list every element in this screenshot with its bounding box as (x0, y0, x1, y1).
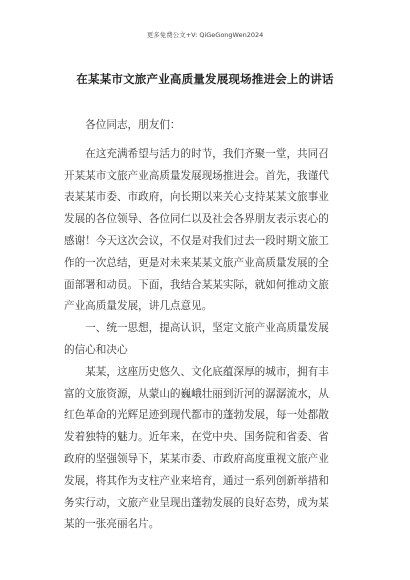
paragraph-line: 红色革命的光辉足迹到现代都市的蓬勃发展，每一处都散 (64, 409, 329, 422)
page-header: 更多免费公文+V: QiGeGongWen2024 (146, 31, 264, 39)
paragraph-line: 发展的各位领导、各位同仁以及社会各界朋友表示衷心的 (64, 213, 329, 226)
paragraph-line: 作的一次总结，更是对未来某某文旅产业高质量发展的全 (64, 256, 329, 269)
paragraph-line: 发展，将其作为支柱产业来培育，通过一系列创新举措和 (64, 474, 329, 487)
section-heading-line: 一、统一思想，提高认识，坚定文旅产业高质量发展 (64, 322, 329, 335)
paragraph-line: 产业高质量发展，讲几点意见。 (64, 300, 213, 313)
paragraph-line: 政府的坚强领导下，某某市委、市政府高度重视文旅产业 (64, 452, 329, 465)
paragraph-line: 务实行动，文旅产业呈现出蓬勃发展的良好态势，成为某 (64, 496, 329, 509)
paragraph-line: 富的文旅资源，从蒙山的巍峨壮丽到沂河的潺潺流水，从 (64, 387, 329, 400)
paragraph-line: 表某某市委、市政府，向长期以来关心支持某某文旅事业 (64, 191, 329, 204)
paragraph-line: 感谢！今天这次会议，不仅是对我们过去一段时期文旅工 (64, 234, 329, 247)
section-heading-line: 的信心和决心 (64, 343, 128, 356)
paragraph-line: 某某，这座历史悠久、文化底蕴深厚的城市，拥有丰 (64, 365, 329, 378)
document-title: 在某某市文旅产业高质量发展现场推进会上的讲话 (76, 72, 334, 86)
paragraph-line: 面部署和动员。下面，我结合某某实际，就如何推动文旅 (64, 278, 329, 291)
paragraph-line: 在这充满希望与活力的时节，我们齐聚一堂，共同召 (64, 147, 329, 160)
paragraph-line: 某的一张亮丽名片。 (64, 518, 160, 531)
paragraph-line: 开某某市文旅产业高质量发展现场推进会。首先，我谨代 (64, 169, 329, 182)
paragraph-line: 发着独特的魅力。近年来，在党中央、国务院和省委、省 (64, 431, 329, 444)
document-body (64, 115, 360, 536)
salutation-line: 各位同志，朋友们： (64, 119, 181, 131)
